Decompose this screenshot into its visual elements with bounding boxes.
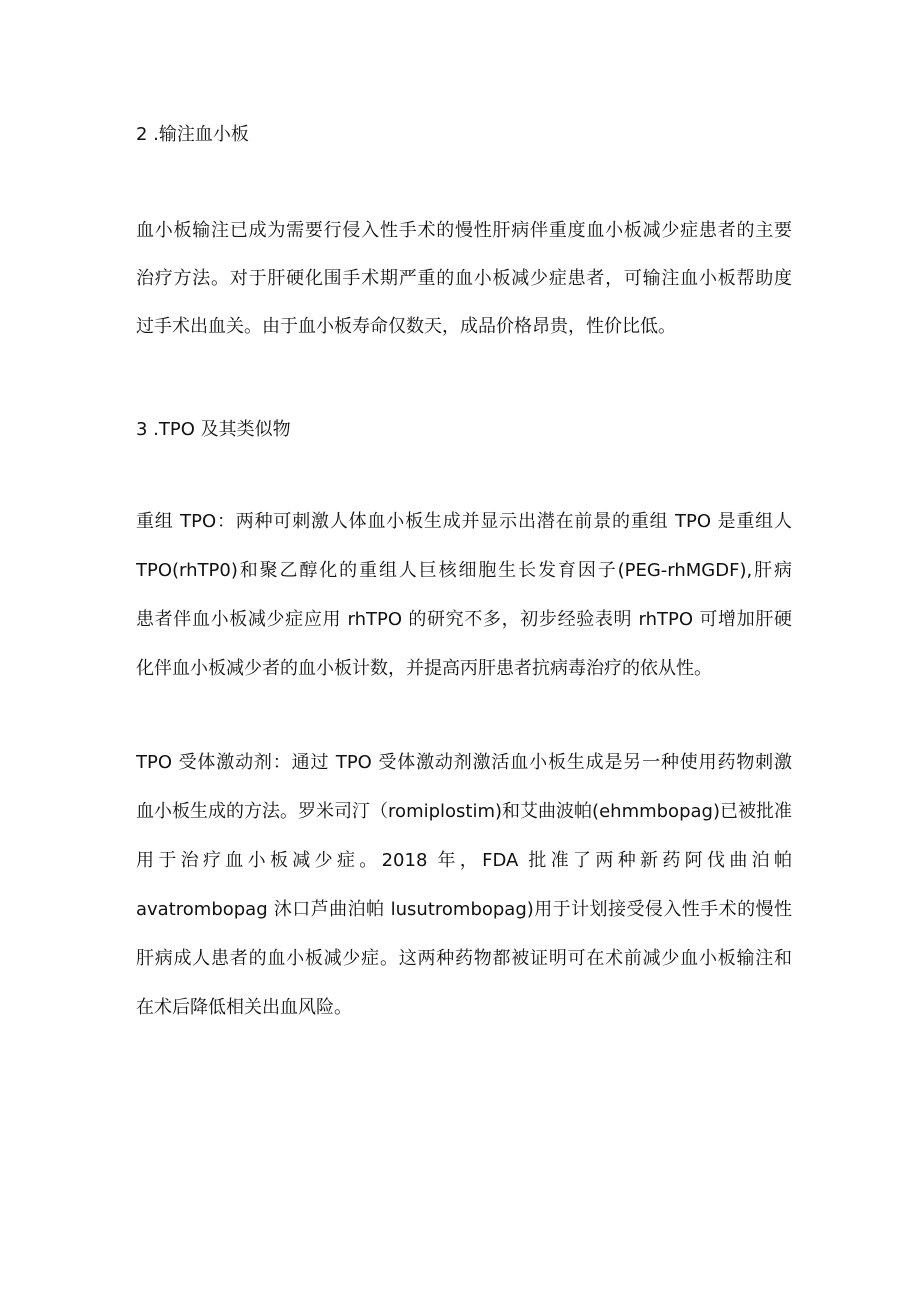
paragraph-line: 肝病成人患者的血小板减少症。这两种药物都被证明可在术前减少血小板输注和: [136, 948, 792, 969]
paragraph-line: 用于治疗血小板减少症。2018 年，FDA 批准了两种新药阿伐曲泊帕: [136, 850, 792, 871]
paragraph-line: 患者伴血小板减少症应用 rhTPO 的研究不多，初步经验表明 rhTPO 可增加肝硬: [136, 609, 792, 630]
paragraph-line: 化伴血小板减少者的血小板计数，并提高丙肝患者抗病毒治疗的依从性。: [136, 658, 712, 679]
section-heading-platelet-transfusion: 2 .输注血小板: [136, 124, 249, 145]
paragraph-line: 血小板生成的方法。罗米司汀（romiplostim)和艾曲波帕(ehmmbopag)已被批准: [136, 801, 792, 822]
paragraph-line: 过手术出血关。由于血小板寿命仅数天，成品价格昂贵，性价比低。: [136, 316, 676, 337]
paragraph-line: avatrombopag 沐口芦曲泊帕 lusutrombopag)用于计划接受侵入性手术的慢性: [136, 899, 792, 920]
paragraph-line: 重组 TPO：两种可刺激人体血小板生成并显示出潜在前景的重组 TPO 是重组人: [136, 511, 792, 532]
paragraph-line: 在术后降低相关出血风险。: [136, 997, 352, 1018]
paragraph-line: TPO(rhTP0)和聚乙醇化的重组人巨核细胞生长发育因子(PEG-rhMGDF),肝病: [136, 560, 792, 581]
paragraph-line: 治疗方法。对于肝硬化围手术期严重的血小板减少症患者，可输注血小板帮助度: [136, 268, 792, 289]
section-heading-tpo-analogs: 3 .TPO 及其类似物: [136, 419, 291, 440]
paragraph-line: TPO 受体激动剂：通过 TPO 受体激动剂激活血小板生成是另一种使用药物刺激: [136, 752, 792, 773]
paragraph-line: 血小板输注已成为需要行侵入性手术的慢性肝病伴重度血小板减少症患者的主要: [136, 220, 792, 241]
